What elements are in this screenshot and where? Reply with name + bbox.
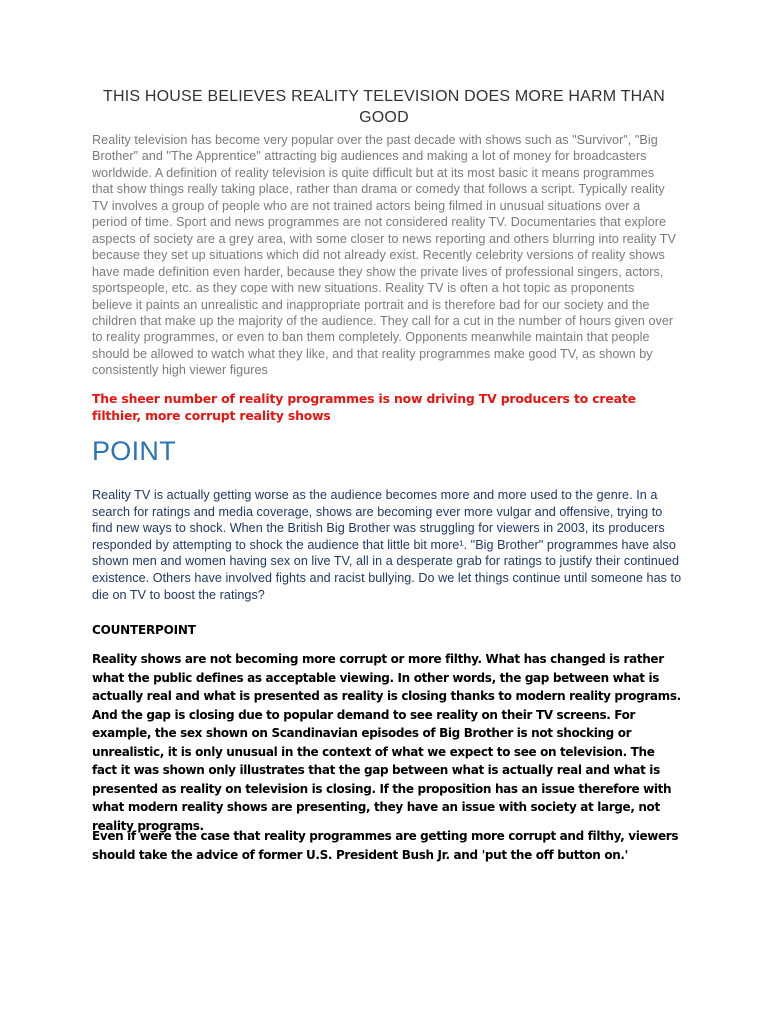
point-heading: POINT [92, 436, 177, 466]
counterpoint-heading: COUNTERPOINT [92, 623, 196, 637]
intro-paragraph: Reality television has become very popular over the past decade with shows such as "Survivor", "Big Brother" and "The Apprentice" attracting big audiences and making a lot of money for broadcasters worldwide. A definition of reality television is quite difficult but at its most basic it means programmes that show things really taking place, rather than drama or comedy that follows a script. Typically reality TV involves a group of people who are not trained actors being filmed in unusual situations over a period of time. Sport and news programmes are not considered reality TV. Documentaries that explore aspects of society are a grey area, with some closer to news reporting and others blurring into reality TV because they set up situations which did not already exist. Recently celebrity versions of reality shows have made definition even harder, because they show the private lives of professional singers, actors, sportspeople, etc. as they cope with new situations. Reality TV is often a hot topic as proponents believe it paints an unrealistic and inappropriate portrait and is therefore bad for our society and the children that make up the majority of the audience. They call for a cut in the number of hours given over to reality programmes, or even to ban them completely. Opponents meanwhile maintain that people should be allowed to watch what they like, and that reality programmes make good TV, as shown by consistently high viewer figures [92, 133, 676, 378]
point-paragraph: Reality TV is actually getting worse as the audience becomes more and more used to the genre. In a search for ratings and media coverage, shows are becoming ever more vulgar and offensive, trying to find new ways to shock. When the British Big Brother was struggling for viewers in 2003, its producers responded by attempting to shock the audience that little bit more¹. "Big Brother" programmes have also shown men and women having sex on live TV, all in a desperate grab for ratings to justify their continued existence. Others have involved fights and racist bullying. Do we let things continue until someone has to die on TV to boost the ratings? [92, 488, 682, 602]
document-title: THIS HOUSE BELIEVES REALITY TELEVISION DOES MORE HARM THAN GOOD [103, 88, 665, 126]
motion-statement: The sheer number of reality programmes is now driving TV producers to create filthier, more corrupt reality shows [92, 391, 636, 423]
counterpoint-paragraph-1: Reality shows are not becoming more corrupt or more filthy. What has changed is rather what the public defines as acceptable viewing. In other words, the gap between what is actually real and what is presented as reality is closing thanks to modern reality programs. And the gap is closing due to popular demand to see reality on their TV screens. For example, the sex shown on Scandinavian episodes of Big Brother is not shocking or unrealistic, it is only unusual in the context of what we expect to see on television. The fact it was shown only illustrates that the gap between what is actually real and what is presented as reality on television is closing. If the proposition has an issue therefore with what modern reality shows are presenting, they have an issue with society at large, not reality programs. [92, 652, 681, 833]
counterpoint-paragraph-2: Even if were the case that reality programmes are getting more corrupt and filthy, viewers should take the advice of former U.S. President Bush Jr. and 'put the off button on.' [92, 829, 679, 862]
